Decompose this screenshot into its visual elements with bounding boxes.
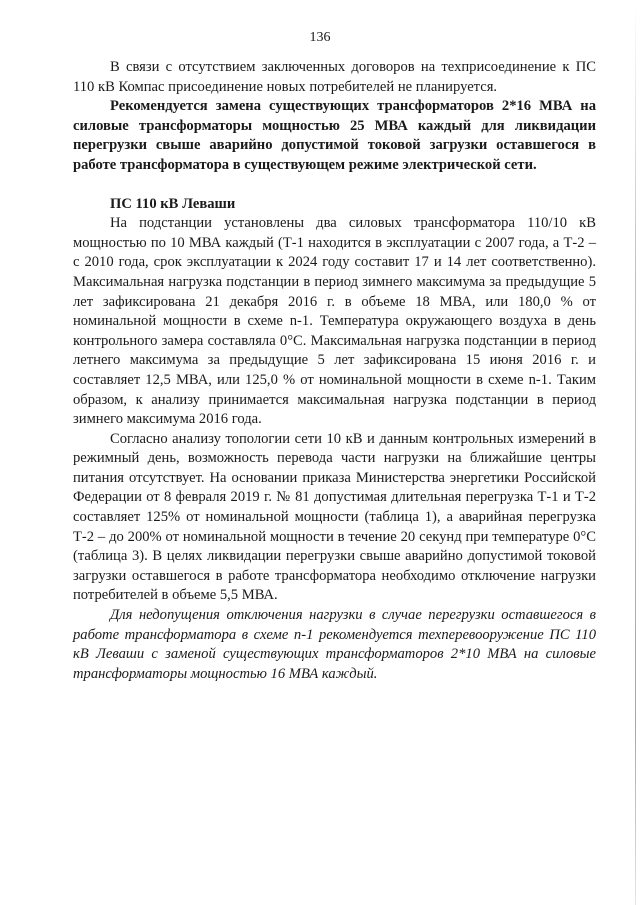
paragraph-kompas-connection: В связи с отсутствием заключенных договоров на техприсоединение к ПС 110 кВ Компас присоединение новых потребителей не планируется.: [73, 59, 596, 95]
document-body: [73, 58, 596, 684]
scan-edge-shadow: [635, 0, 636, 905]
paragraph-levashi-transformers: На подстанции установлены два силовых трансформатора 110/10 кВ мощностью по 10 МВА каждый (Т-1 находится в эксплуатации с 2007 года, а Т-2 – с 2010 года, срок эксплуатации к 2024 году составит 17 и 14 лет соответственно). Максимальная нагрузка подстанции в период зимнего максимума за предыдущие 5 лет зафиксирована 21 декабря 2016 г. в объеме 18 МВА, или 180,0 % от номинальной мощности в схеме n-1. Температура окружающего воздуха в день контрольного замера составляла 0°С. Максимальная нагрузка подстанции в период летнего максимума за предыдущие 5 лет зафиксирована 15 июня 2016 г. и составляет 12,5 МВА, или 125,0 % от номинальной мощности в схеме n-1. Таким образом, к анализу принимается максимальная нагрузка подстанции в период зимнего максимума 2016 года.: [73, 215, 596, 428]
paragraph-levashi-topology: Согласно анализу топологии сети 10 кВ и данным контрольных измерений в режимный день, возможность перевода части нагрузки на ближайшие центры питания отсутствует. На основании приказа Министерства энергетики Российской Федерации от 8 февраля 2019 г. № 81 допустимая длительная перегрузка Т-1 и Т-2 составляет 125% от номинальной мощности (таблица 1), а аварийная перегрузка Т-2 – до 200% от номинальной мощности в течение 20 секунд при температуре 0°С (таблица 3). В целях ликвидации перегрузки свыше аварийно допустимой токовой загрузки оставшегося в работе трансформатора необходимо отключение нагрузки потребителей в объеме 5,5 МВА.: [73, 430, 596, 604]
paragraph-levashi-recommendation: Для недопущения отключения нагрузки в случае перегрузки оставшегося в работе трансформатора в схеме n-1 рекомендуется техперевооружение ПС 110 кВ Леваши с заменой существующих трансформаторов 2*10 МВА на силовые трансформаторы мощностью 16 МВА каждый.: [73, 607, 596, 682]
page-number: 136: [309, 30, 331, 45]
paragraph-kompas-recommendation: Рекомендуется замена существующих трансформаторов 2*16 МВА на силовые трансформаторы мощностью 25 МВА каждый для ликвидации перегрузки свыше аварийно допустимой токовой загрузки оставшегося в работе трансформатора в существующем режиме электрической сети.: [73, 98, 596, 173]
section-heading-levashi: ПС 110 кВ Леваши: [110, 195, 236, 212]
